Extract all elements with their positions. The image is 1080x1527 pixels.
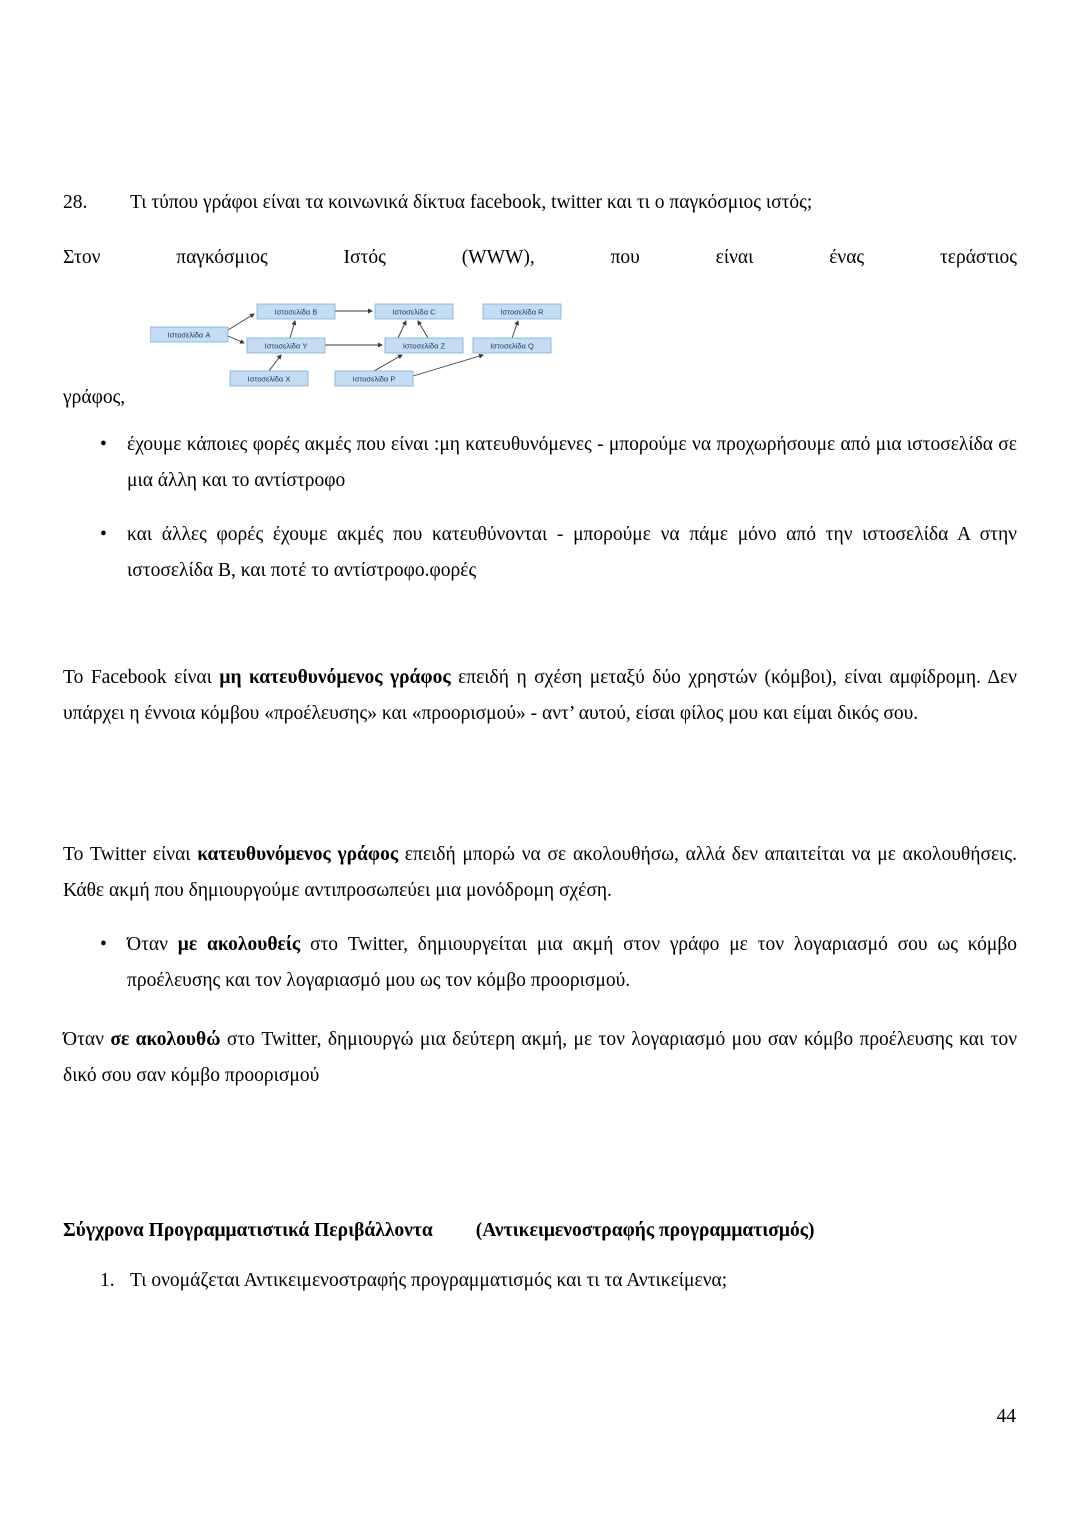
graph-node — [473, 338, 551, 353]
graph-node — [385, 338, 463, 353]
follow-bullet-run-1: Όταν — [127, 934, 178, 955]
question-1-text: Τι ονομάζεται Αντικειμενοστραφής προγραμματισμός και τι τα Αντικείμενα; — [130, 1270, 728, 1291]
graph-node — [375, 304, 453, 319]
bullet-icon: • — [100, 934, 107, 955]
twitter-run-3: επειδή μπορώ να σε ακολουθήσω, αλλά δεν απαιτείται να με ακολουθήσεις. Κάθε ακμή που δημιουργούμε αντιπροσωπεύει μια μονόδρομη σχέση. — [63, 844, 1017, 901]
graph-node — [150, 327, 228, 342]
question-1-number: 1. — [100, 1270, 115, 1291]
follow-run-1: Όταν — [63, 1029, 111, 1050]
graph-edge — [374, 355, 402, 371]
graph-edge — [418, 321, 428, 338]
graph-edge — [228, 336, 244, 343]
facebook-run-1: Το Facebook είναι — [63, 667, 220, 688]
follow-paragraph — [63, 1022, 1017, 1094]
question-28 — [63, 185, 1017, 221]
graph-node — [483, 304, 561, 319]
twitter-paragraph — [63, 837, 1017, 909]
list-item — [63, 517, 1017, 589]
section-heading-part-2: (Αντικειμενοστραφής προγραμματισμός) — [475, 1220, 815, 1241]
section-heading-part-1: Σύγχρονα Προγραμματιστικά Περιβάλλοντα — [63, 1220, 433, 1241]
graph-node-label: Ιστοσελίδα P — [352, 374, 396, 384]
twitter-bold-phrase: κατευθυνόμενος γράφος — [197, 844, 399, 865]
graph-node — [257, 304, 335, 319]
graph-node — [247, 338, 325, 353]
question-28-text: Τι τύπου γράφοι είναι τα κοινωνικά δίκτυα facebook, twitter και τι ο παγκόσμιος ιστός; — [130, 192, 813, 213]
graph-edge — [398, 321, 406, 338]
www-intro-continuation: γράφος, — [63, 387, 126, 408]
twitter-follow-list — [63, 927, 1017, 1017]
graph-node-label: Ιστοσελίδα Z — [402, 341, 446, 351]
follow-run-3: στο Twitter, δημιουργώ μια δεύτερη ακμή, με τον λογαριασμό μου σαν κόμβο προέλευσης και τον δικό σου σαν κόμβο προορισμού — [63, 1029, 1018, 1086]
bullet-icon: • — [100, 524, 107, 545]
bullet-icon: • — [100, 434, 107, 455]
list-item — [63, 927, 1017, 999]
facebook-run-3: επειδή η σχέση μεταξύ δύο χρηστών (κόμβοι), είναι αμφίδρομη. Δεν υπάρχει η έννοια κόμβου «προέλευσης» και «προορισμού» - αντ’ αυτού, είσαι φίλος μου και είμαι δικός σου. — [63, 667, 1017, 724]
graph-edge — [290, 321, 295, 338]
graph-edge — [228, 314, 254, 330]
graph-node-label: Ιστοσελίδα B — [274, 307, 318, 317]
graph-node-label: Ιστοσελίδα R — [500, 307, 544, 317]
www-intro-line: Στον παγκόσμιος Ιστός (WWW), που είναι ένας τεράστιος — [63, 247, 1017, 268]
graph-edge — [512, 321, 518, 338]
graph-edge — [269, 355, 281, 371]
facebook-bold-phrase: μη κατευθυνόμενος γράφος — [219, 667, 451, 688]
graph-node-label: Ιστοσελίδα A — [167, 330, 211, 340]
graph-edge — [413, 355, 483, 376]
follow-bullet-run-3: στο Twitter, δημιουργείται μια ακμή στον γράφο με τον λογαριασμό σου ως κόμβο προέλευσης και τον λογαριασμό μου ως τον κόμβο προορισμού. — [127, 934, 1018, 991]
section-heading — [63, 1213, 1017, 1249]
graph-node-label: Ιστοσελίδα X — [247, 374, 291, 384]
list-item-text: και άλλες φορές έχουμε ακμές που κατευθύνονται - μπορούμε να πάμε μόνο από την ιστοσελίδα Α στην ιστοσελίδα Β, και ποτέ το αντίστροφο.φορές — [127, 524, 1017, 581]
follow-bullet-bold-phrase: με ακολουθείς — [177, 934, 301, 955]
question-28-number: 28. — [63, 192, 88, 213]
edge-types-list — [63, 427, 1017, 607]
list-item-text: έχουμε κάποιες φορές ακμές που είναι :μη κατευθυνόμενες - μπορούμε να προχωρήσουμε από μια ιστοσελίδα σε μια άλλη και το αντίστροφο — [127, 434, 1017, 491]
graph-node-label: Ιστοσελίδα C — [392, 307, 436, 317]
facebook-paragraph — [63, 660, 1017, 732]
twitter-run-1: Το Twitter είναι — [63, 844, 198, 865]
page-number: 44 — [996, 1406, 1016, 1427]
question-1 — [63, 1263, 1017, 1299]
graph-node-label: Ιστοσελίδα Q — [490, 341, 534, 351]
list-item-text — [127, 927, 1017, 999]
graph-node-label: Ιστοσελίδα Y — [264, 341, 308, 351]
follow-bold-phrase: σε ακολουθώ — [110, 1029, 221, 1050]
list-item — [63, 427, 1017, 499]
